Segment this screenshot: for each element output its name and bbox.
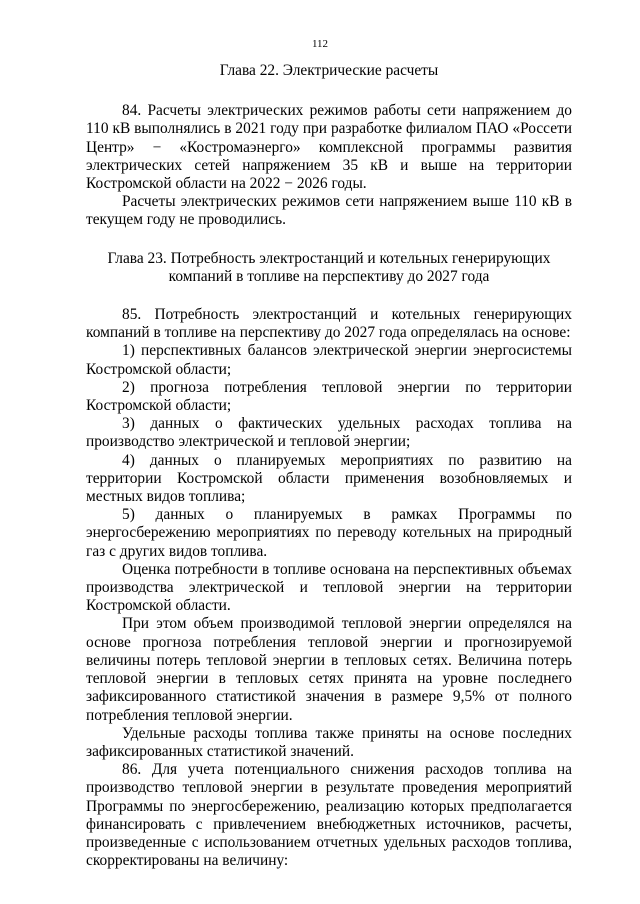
paragraph-fuel-assessment: Оценка потребности в топливе основана на перспективных объемах производства электрической и тепловой энергии на территории Костромской области. — [86, 560, 572, 615]
chapter-23-title-line-1: Глава 23. Потребность электростанций и котельных генерирующих — [107, 249, 551, 267]
page-number: 112 — [311, 38, 329, 50]
chapter-23-title — [86, 250, 572, 286]
paragraph-specific-consumption: Удельные расходы топлива также приняты на основе последних зафиксированных статистикой значений. — [86, 724, 572, 760]
chapter-23-title-line-2: компаний в топливе на перспективу до 2027 года — [168, 267, 490, 285]
document-body — [86, 60, 572, 870]
paragraph-84: 84. Расчеты электрических режимов работы сети напряжением до 110 кВ выполнялись в 2021 году при разработке филиалом ПАО «Россети Центр» − «Костромаэнерго» комплексной программы развития электрических сетей напряжением 35 кВ и выше на территории Костромской области на 2022 − 2026 годы. — [86, 102, 572, 193]
list-item-5: 5) данных о планируемых в рамках Программы по энергосбережению мероприятиях по переводу котельных на природный газ с других видов топлива. — [86, 506, 572, 560]
list-item-1: 1) перспективных балансов электрической энергии энергосистемы Костромской области; — [86, 342, 572, 378]
paragraph-85: 85. Потребность электростанций и котельных генерирующих компаний в топливе на перспективу до 2027 года определялась на основе: — [86, 306, 572, 342]
list-item-2: 2) прогноза потребления тепловой энергии по территории Костромской области; — [86, 378, 572, 415]
paragraph-heat-losses: При этом объем производимой тепловой энергии определялся на основе прогноза потребления тепловой энергии и прогнозируемой величины потерь тепловой энергии в тепловых сетях. Величина потерь тепловой энергии в тепловых сетях принята на уровне последнего зафиксированного статистикой значения в размере 9,5% от полного потребления тепловой энергии. — [86, 615, 572, 724]
list-item-3: 3) данных о фактических удельных расходах топлива на производство электрической и тепловой энергии; — [86, 415, 572, 451]
list-item-4: 4) данных о планируемых мероприятиях по развитию на территории Костромской области применения возобновляемых и местных видов топлива; — [86, 451, 572, 506]
paragraph-84-note: Расчеты электрических режимов сети напряжением выше 110 кВ в текущем году не проводились. — [86, 193, 572, 229]
chapter-22-title: Глава 22. Электрические расчеты — [219, 62, 439, 79]
paragraph-86: 86. Для учета потенциального снижения расходов топлива на производство тепловой энергии в результате проведения мероприятий Программы по энергосбережению, реализацию которых предполагается финансировать с привлечением внебюджетных источников, расчеты, произведенные с использованием отчетных удельных расходов топлива, скорректированы на величину: — [86, 761, 572, 870]
